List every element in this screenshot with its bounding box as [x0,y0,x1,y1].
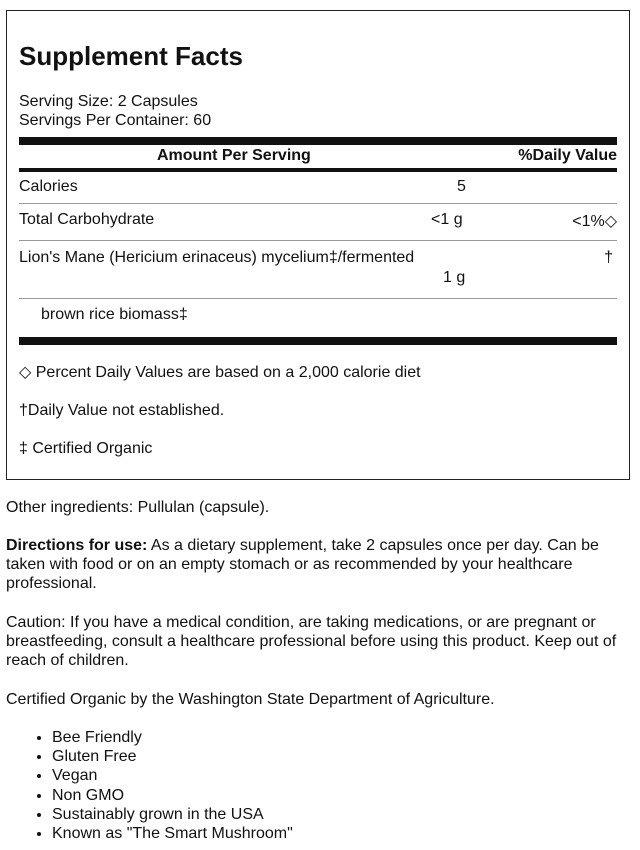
row-divider [19,298,617,299]
directions-text: As a dietary supplement, take 2 capsules once per day. Can be taken with food or on an empty stomach or as recommended by your healthcare professional. [6,537,599,592]
thick-divider [19,137,617,145]
servings-per-container: Servings Per Container: 60 [19,112,212,129]
list-item: • Gluten Free [52,747,293,766]
list-item: • Sustainably grown in the USA [52,805,293,824]
row-calories-name: Calories [19,178,78,195]
row-carb-dv: <1%◇ [572,213,617,230]
row-divider [19,240,617,241]
caution: Caution: If you have a medical condition, are taking medications, or are pregnant or breastfeeding, consult a healthcare professional before using this product. Keep out of reach of children. [6,614,617,669]
footnote-certified-organic: ‡ Certified Organic [19,440,153,457]
header-amount: Amount Per Serving [157,147,311,164]
other-ingredients: Other ingredients: Pullulan (capsule). [6,499,270,516]
directions [6,536,634,593]
row-divider [19,203,617,204]
row-calories-amount: 5 [457,178,466,195]
header-daily-value: %Daily Value [518,147,617,164]
thick-divider [19,337,617,345]
directions-label: Directions for use: [6,537,148,554]
row-carb-amount: <1 g [431,211,463,228]
serving-size: Serving Size: 2 Capsules [19,93,198,110]
row-carb-name: Total Carbohydrate [19,211,155,228]
supplement-facts-panel [6,10,630,480]
row-lionsmane-amount: 1 g [443,269,466,286]
list-item: • Vegan [52,766,293,785]
list-item: • Non GMO [52,786,293,805]
certified-organic-statement: Certified Organic by the Washington State Department of Agriculture. [6,691,495,708]
features-list [6,728,293,843]
footnote-dv-not-established: †Daily Value not established. [19,402,225,419]
row-lionsmane-name: Lion's Mane (Hericium erinaceus) mycelium‡/fermented [19,249,415,266]
medium-divider [19,168,617,172]
row-lionsmane-dv: † [604,249,613,266]
list-item: • Known as "The Smart Mushroom" [52,824,293,843]
facts-title: Supplement Facts [19,41,243,71]
row-biomass-name: brown rice biomass‡ [41,306,188,323]
footnote-percent-dv: ◇ Percent Daily Values are based on a 2,000 calorie diet [19,364,421,381]
list-item: • Bee Friendly [52,728,293,747]
